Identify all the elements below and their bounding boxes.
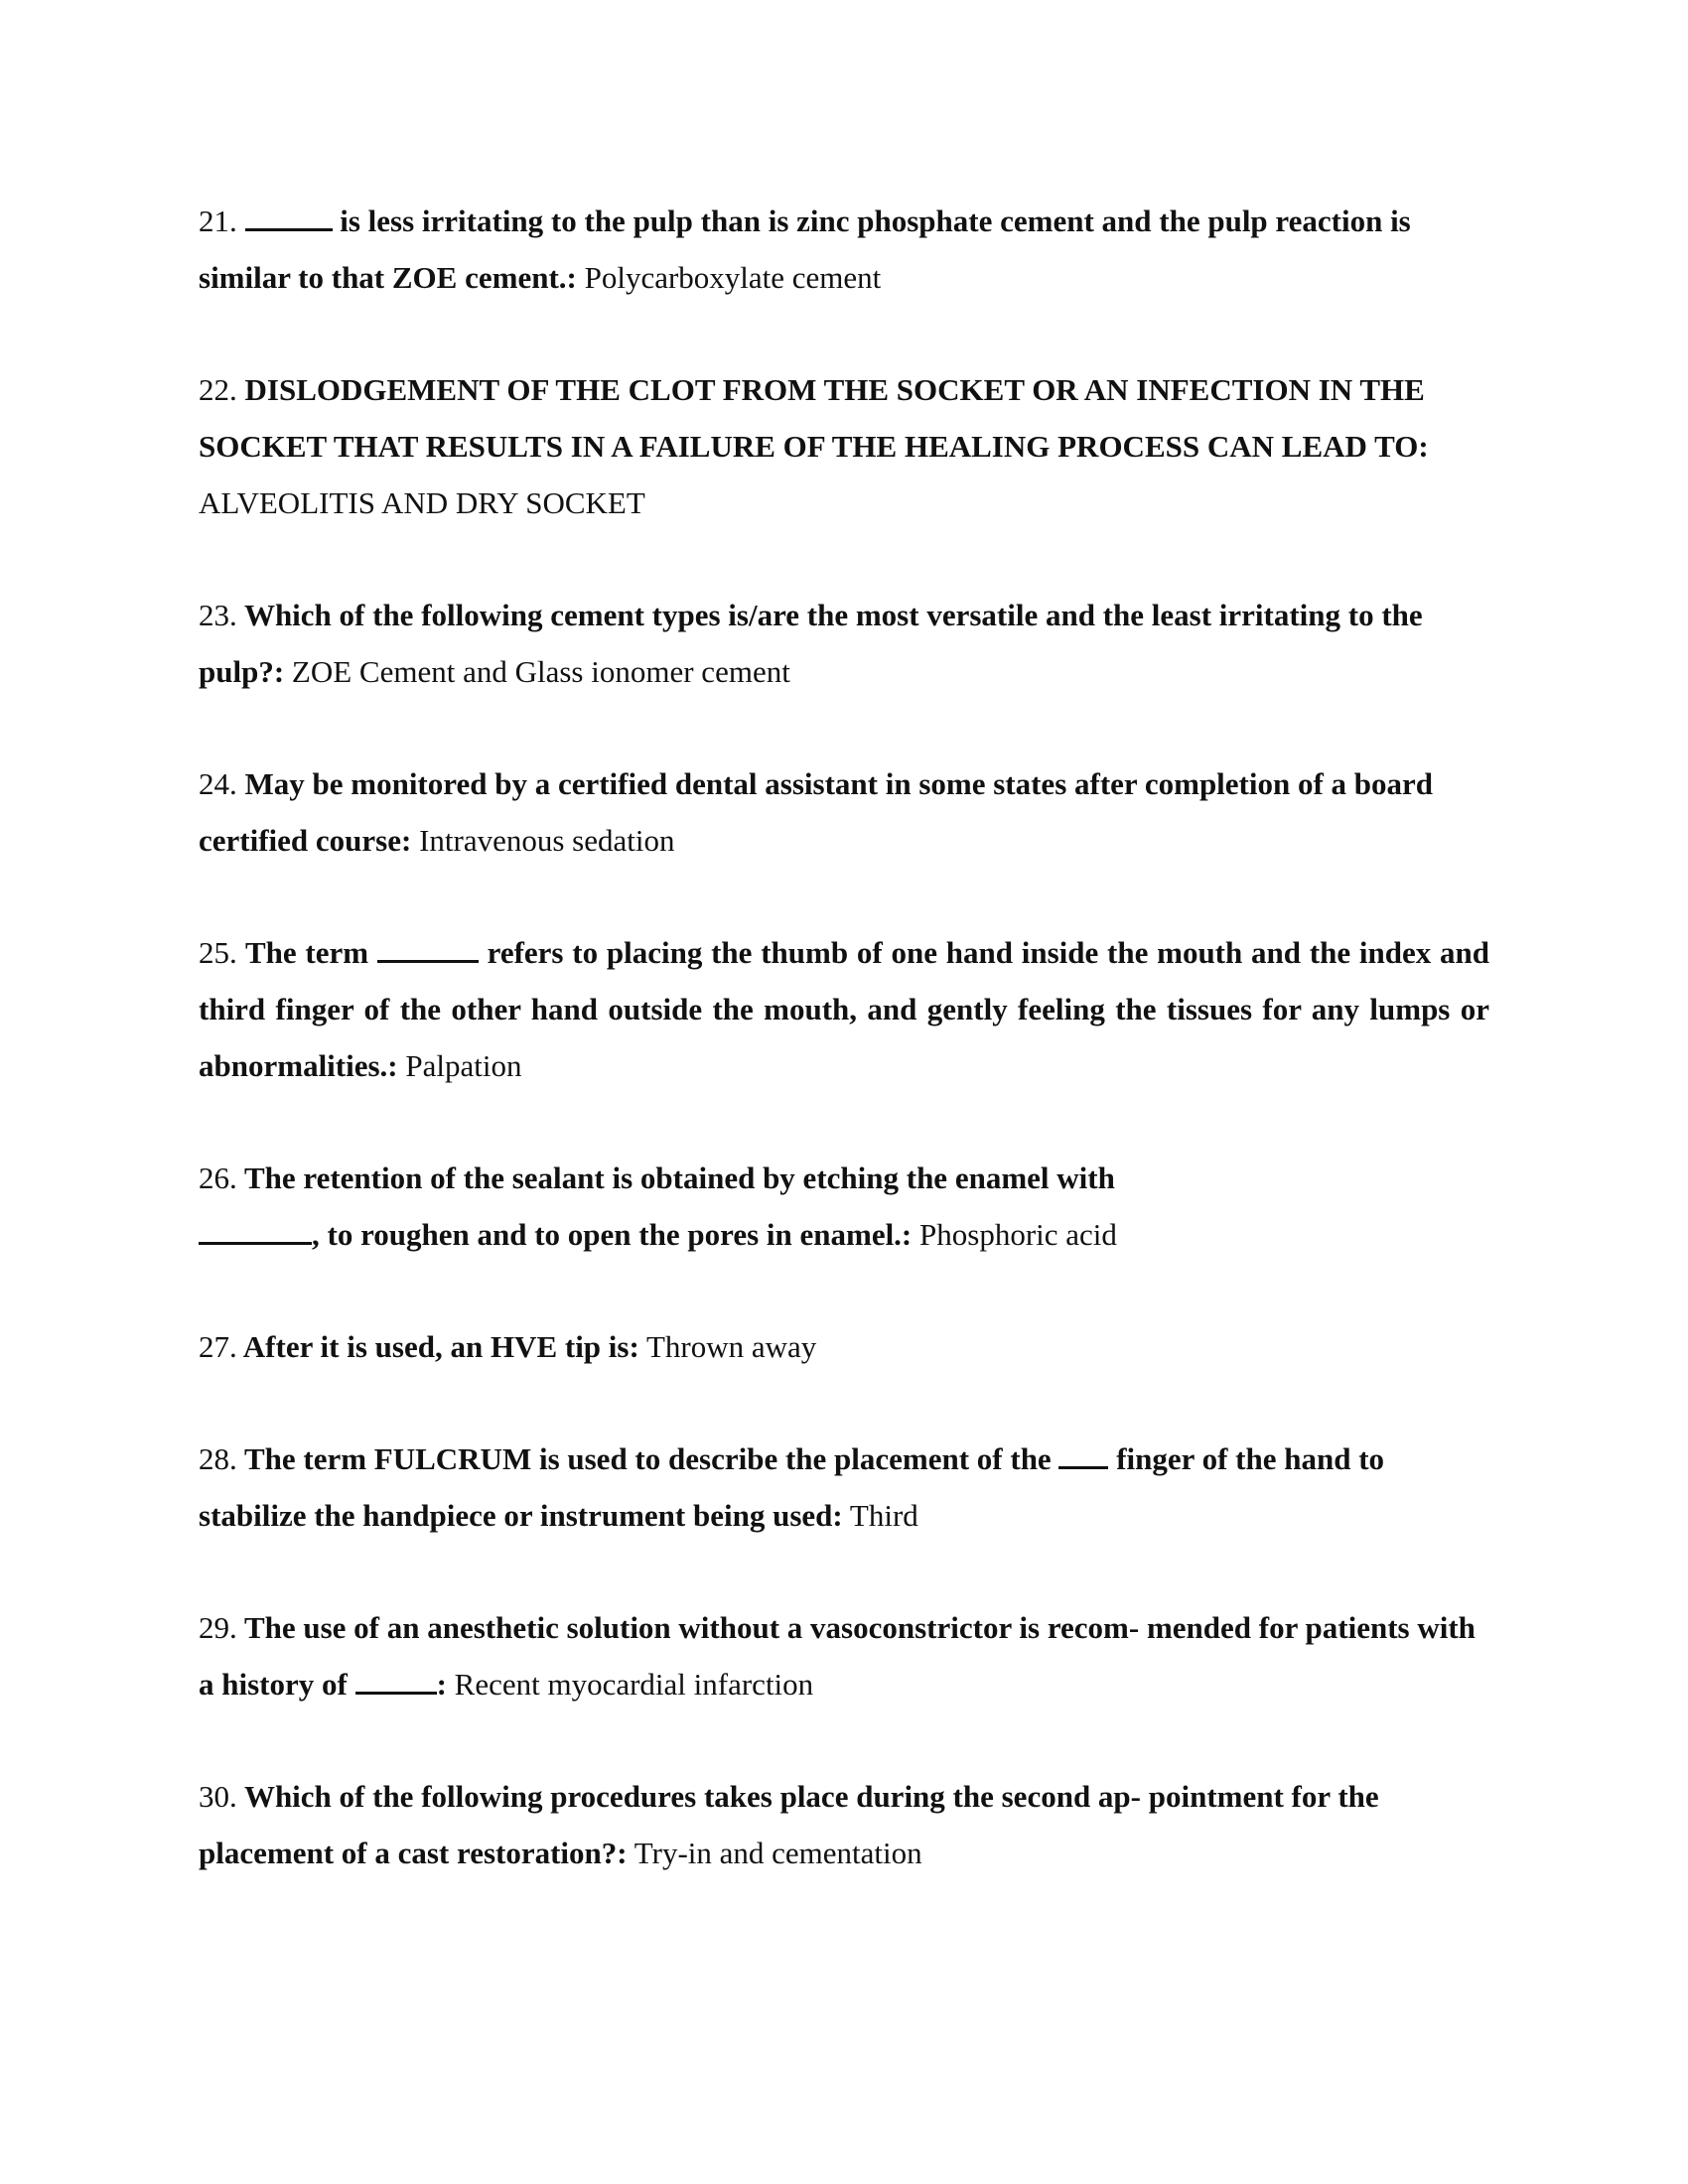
answer-text: Phosphoric acid <box>912 1217 1117 1252</box>
question-text-start: The retention of the sealant is obtained by etching the enamel with <box>236 1160 1115 1195</box>
question-text: Which of the following cement types is/are the most versatile and the least irritating to the pulp?: <box>199 598 1423 689</box>
answer-text: ALVEOLITIS AND DRY SOCKET <box>199 485 645 520</box>
question-text-start: The term FULCRUM is used to describe the placement of the <box>236 1441 1059 1476</box>
question-text: is less irritating to the pulp than is zinc phosphate cement and the pulp reaction is similar to that ZOE cement.: <box>199 204 1411 295</box>
answer-text: Polycarboxylate cement <box>576 260 882 295</box>
document-page <box>199 193 1489 1937</box>
fill-in-blank <box>377 938 479 963</box>
question-text: , to roughen and to open the pores in enamel.: <box>312 1217 913 1252</box>
question-number: 24. <box>199 766 237 801</box>
question-21 <box>199 193 1489 306</box>
question-number: 28. <box>199 1441 237 1476</box>
question-text: May be monitored by a certified dental assistant in some states after completion of a board certified course: <box>199 766 1434 858</box>
question-24 <box>199 755 1489 869</box>
question-number: 27. <box>199 1329 237 1364</box>
answer-text: ZOE Cement and Glass ionomer cement <box>284 654 790 689</box>
question-text: Which of the following procedures takes place during the second ap- pointment for the placement of a cast restoration?: <box>199 1779 1379 1870</box>
question-26 <box>199 1150 1489 1263</box>
answer-text: Palpation <box>397 1048 522 1083</box>
question-number: 25. <box>199 935 237 970</box>
question-text: refers to placing the thumb of one hand inside the mouth and the index and third finger of the other hand outside the mouth, and gently feeling the tissues for any lumps or abnormalities.: <box>199 935 1489 1083</box>
answer-text: Third <box>842 1498 918 1533</box>
question-text-start: The term <box>236 935 377 970</box>
answer-text: Thrown away <box>638 1329 817 1364</box>
question-number: 29. <box>199 1610 237 1645</box>
question-text: : <box>436 1667 447 1702</box>
question-text: After it is used, an HVE tip is: <box>236 1329 639 1364</box>
question-text: DISLODGEMENT OF THE CLOT FROM THE SOCKET OR AN INFECTION IN THE SOCKET THAT RESULTS IN A FAILURE OF THE HEALING PROCESS CAN LEAD TO: <box>199 372 1429 464</box>
question-28 <box>199 1431 1489 1544</box>
question-number: 23. <box>199 598 237 632</box>
answer-text: Intravenous sedation <box>411 823 675 858</box>
answer-text: Recent myocardial infarction <box>446 1667 814 1702</box>
fill-in-blank <box>355 1670 437 1695</box>
question-text-start: The use of an anesthetic solution without a vasoconstrictor is recom- mended for patients with a history of <box>199 1610 1476 1702</box>
question-30 <box>199 1768 1489 1881</box>
question-25 <box>199 924 1489 1094</box>
question-29 <box>199 1599 1489 1712</box>
answer-text: Try-in and cementation <box>627 1836 922 1870</box>
fill-in-blank <box>245 206 333 231</box>
question-number: 22. <box>199 372 237 407</box>
fill-in-blank <box>1058 1444 1108 1469</box>
fill-in-blank <box>199 1220 312 1245</box>
question-text: finger of the hand to stabilize the handpiece or instrument being used: <box>199 1441 1385 1533</box>
question-22 <box>199 361 1489 531</box>
question-number: 30. <box>199 1779 237 1814</box>
question-number: 21. <box>199 204 237 238</box>
question-27 <box>199 1318 1489 1375</box>
question-23 <box>199 587 1489 700</box>
question-number: 26. <box>199 1160 237 1195</box>
